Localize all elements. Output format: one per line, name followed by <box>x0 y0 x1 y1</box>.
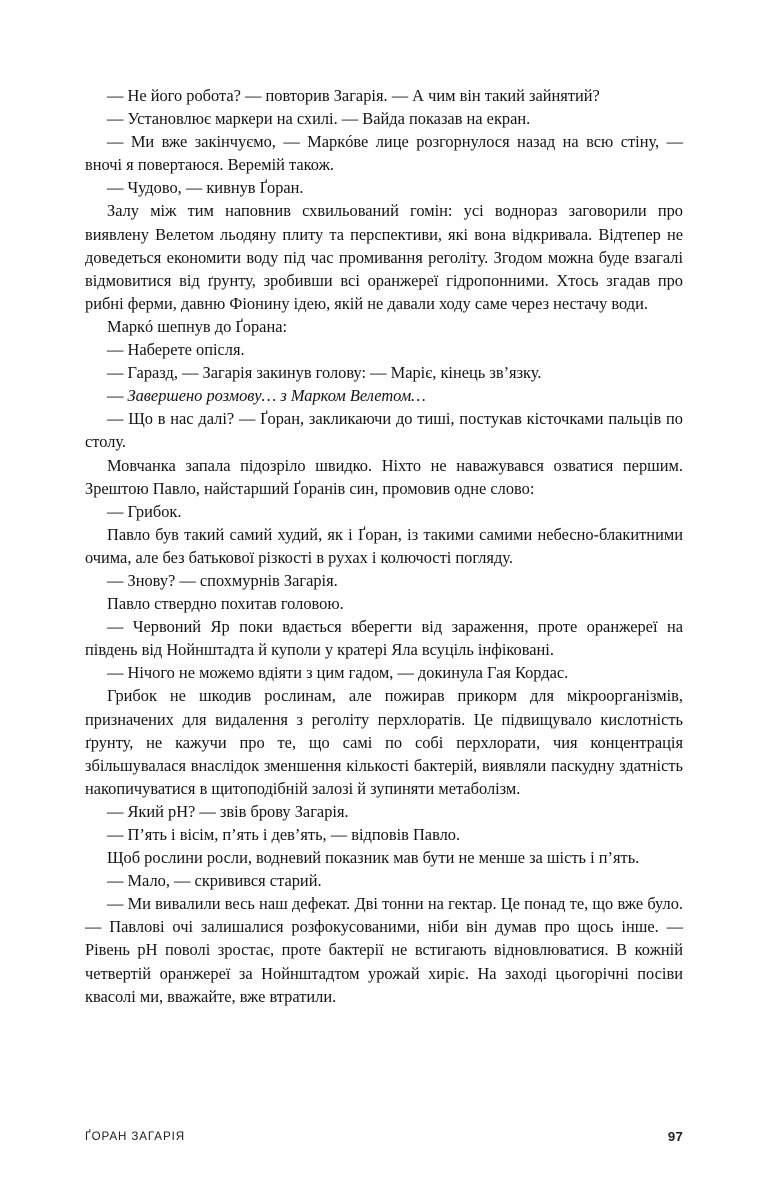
paragraph: Залу між тим наповнив схвильований гомін: усі воднораз заговорили про виявлену Велетом льодяну плиту та перспективи, які вона відкривала. Відтепер не доведеться економити воду під час промивання реголіту. Згодом можна буде взагалі відмовитися від ґрунту, зробивши всі оранжереї гідропонними. Хтось згадав про рибні ферми, давню Фіонину ідею, якій не давали ходу саме через нестачу води. <box>85 201 683 313</box>
paragraph: — Гаразд, — Загарія закинув голову: — Маріє, кінець зв’язку. <box>107 363 542 383</box>
paragraph: — Мало, — скривився старий. <box>107 871 322 891</box>
paragraph: Маркó шепнув до Ґорана: <box>107 316 288 336</box>
page-body-text <box>85 84 683 1008</box>
em-dash: — <box>107 386 128 406</box>
paragraph: Грибок не шкодив рослинам, але пожирав прикорм для мікроорганізмів, призначених для видалення з реголіту перхлоратів. Це підвищувало кислотність ґрунту, не кажучи про те, що самі по собі перхлорати, чия концентрація збільшувалася внаслідок зменшення кількості бактерій, виявляли паскудну здатність накопичуватися в щитоподібній залозі й зупиняти метаболізм. <box>85 686 683 798</box>
paragraph: Павло ствердно похитав головою. <box>107 594 344 614</box>
page-footer <box>85 1126 683 1146</box>
paragraph: — Ми вже закінчуємо, — Маркóве лице розгорнулося назад на всю стіну, — вночі я повертаюся. Веремій також. <box>85 132 683 175</box>
running-head: ҐОРАН ЗАГАРІЯ <box>85 1129 185 1143</box>
paragraph: — Грибок. <box>107 501 182 521</box>
paragraph: — Ми вивалили весь наш дефекат. Дві тонни на гектар. Це понад те, що вже було. — Павлові очі залишалися розфокусованими, ніби він думав про щось інше. — Рівень рН поволі зростає, проте бактерії не встигають відновлюватися. В кожній четвертій оранжереї за Нойнштадтом урожай хиріє. На заході цьогорічні посіви квасолі ми, вважайте, вже втратили. <box>85 894 683 1006</box>
italic-system-text: Завершено розмову… з Марком Велетом… <box>127 386 426 406</box>
paragraph: — Установлює маркери на схилі. — Вайда показав на екран. <box>107 109 531 129</box>
paragraph: — Наберете опісля. <box>107 340 245 360</box>
paragraph: — Який рН? — звів брову Загарія. <box>107 801 349 821</box>
paragraph: Щоб рослини росли, водневий показник мав бути не менше за шість і п’ять. <box>107 848 640 868</box>
page-number: 97 <box>667 1128 683 1144</box>
paragraph: — Не його робота? — повторив Загарія. — А чим він такий зайнятий? <box>107 86 600 105</box>
paragraph: Павло був такий самий худий, як і Ґоран, із такими самими небесно-блакитними очима, але без батькової різкості в рухах і колючості погляду. <box>85 524 683 567</box>
paragraph: — Чудово, — кивнув Ґоран. <box>107 178 304 198</box>
paragraph: — Нічого не можемо вдіяти з цим гадом, — докинула Гая Кордас. <box>107 663 569 683</box>
paragraph: Мовчанка запала підозріло швидко. Ніхто не наважувався озватися першим. Зрештою Павло, найстарший Ґоранів син, промовив одне слово: <box>85 455 683 498</box>
paragraph: — П’ять і вісім, п’ять і дев’ять, — відповів Павло. <box>107 825 461 844</box>
paragraph: — Знову? — спохмурнів Загарія. <box>107 570 338 590</box>
paragraph: — Червоний Яр поки вдається вберегти від зараження, проте оранжереї на південь від Нойнштадта й куполи у кратері Яла всуціль інфіковані. <box>85 617 683 660</box>
paragraph: — Що в нас далі? — Ґоран, закликаючи до тиші, постукав кісточками пальців по столу. <box>85 409 683 452</box>
paragraph-system-message <box>85 384 683 407</box>
